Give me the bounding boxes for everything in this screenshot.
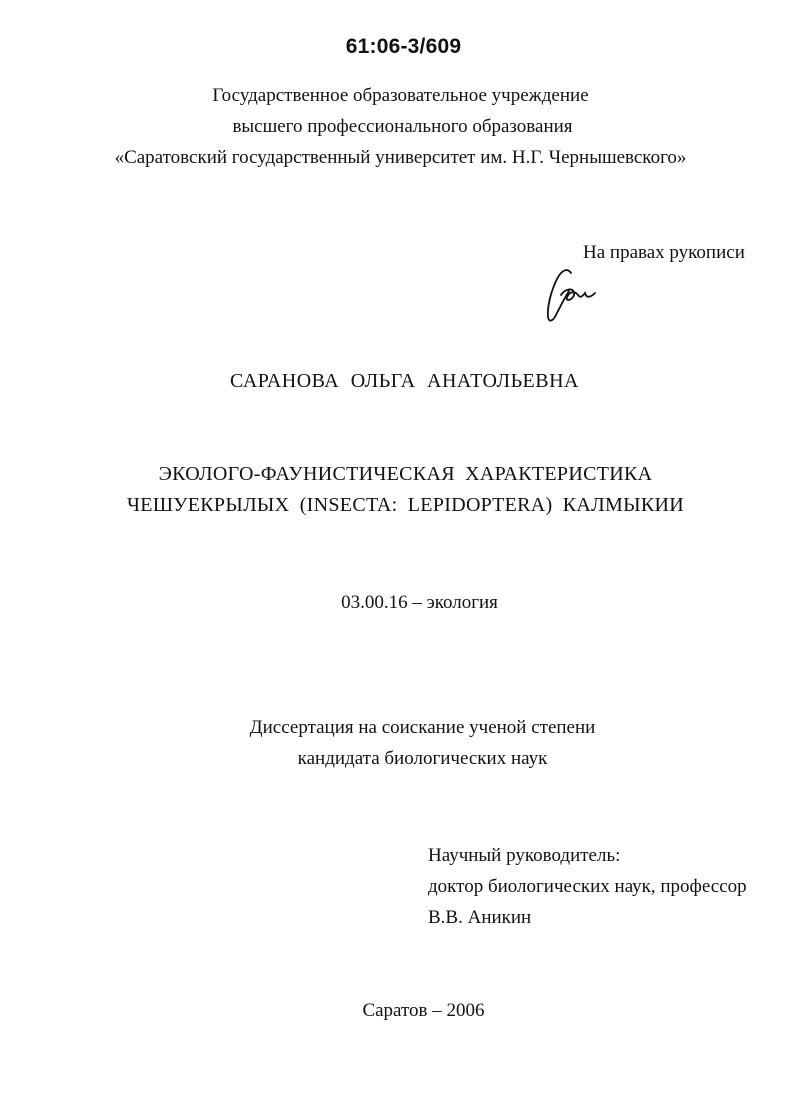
signature-icon	[541, 263, 603, 327]
institution-line: высшего профессионального образования	[232, 116, 573, 137]
institution-line: Государственное образовательное учреждение	[212, 85, 589, 106]
catalog-number: 61:06-3/609	[345, 35, 462, 58]
author-name: САРАНОВА ОЛЬГА АНАТОЛЬЕВНА	[230, 370, 579, 392]
specialty-code: 03.00.16 – экология	[341, 592, 498, 613]
degree-line: кандидата биологических наук	[297, 748, 548, 769]
advisor-credentials: доктор биологических наук, профессор	[428, 876, 747, 897]
institution-line: «Саратовский государственный университет им. Н.Г. Чернышевского»	[114, 147, 687, 168]
rights-note: На правах рукописи	[583, 242, 745, 263]
advisor-name: В.В. Аникин	[428, 907, 532, 928]
title-line: ЭКОЛОГО-ФАУНИСТИЧЕСКАЯ ХАРАКТЕРИСТИКА	[158, 463, 653, 485]
title-line: ЧЕШУЕКРЫЛЫХ (INSECTA: LEPIDOPTERA) КАЛМЫКИИ	[127, 494, 684, 516]
degree-line: Диссертация на соискание ученой степени	[249, 717, 596, 738]
city-year: Саратов – 2006	[362, 1000, 485, 1021]
advisor-label: Научный руководитель:	[428, 845, 621, 866]
